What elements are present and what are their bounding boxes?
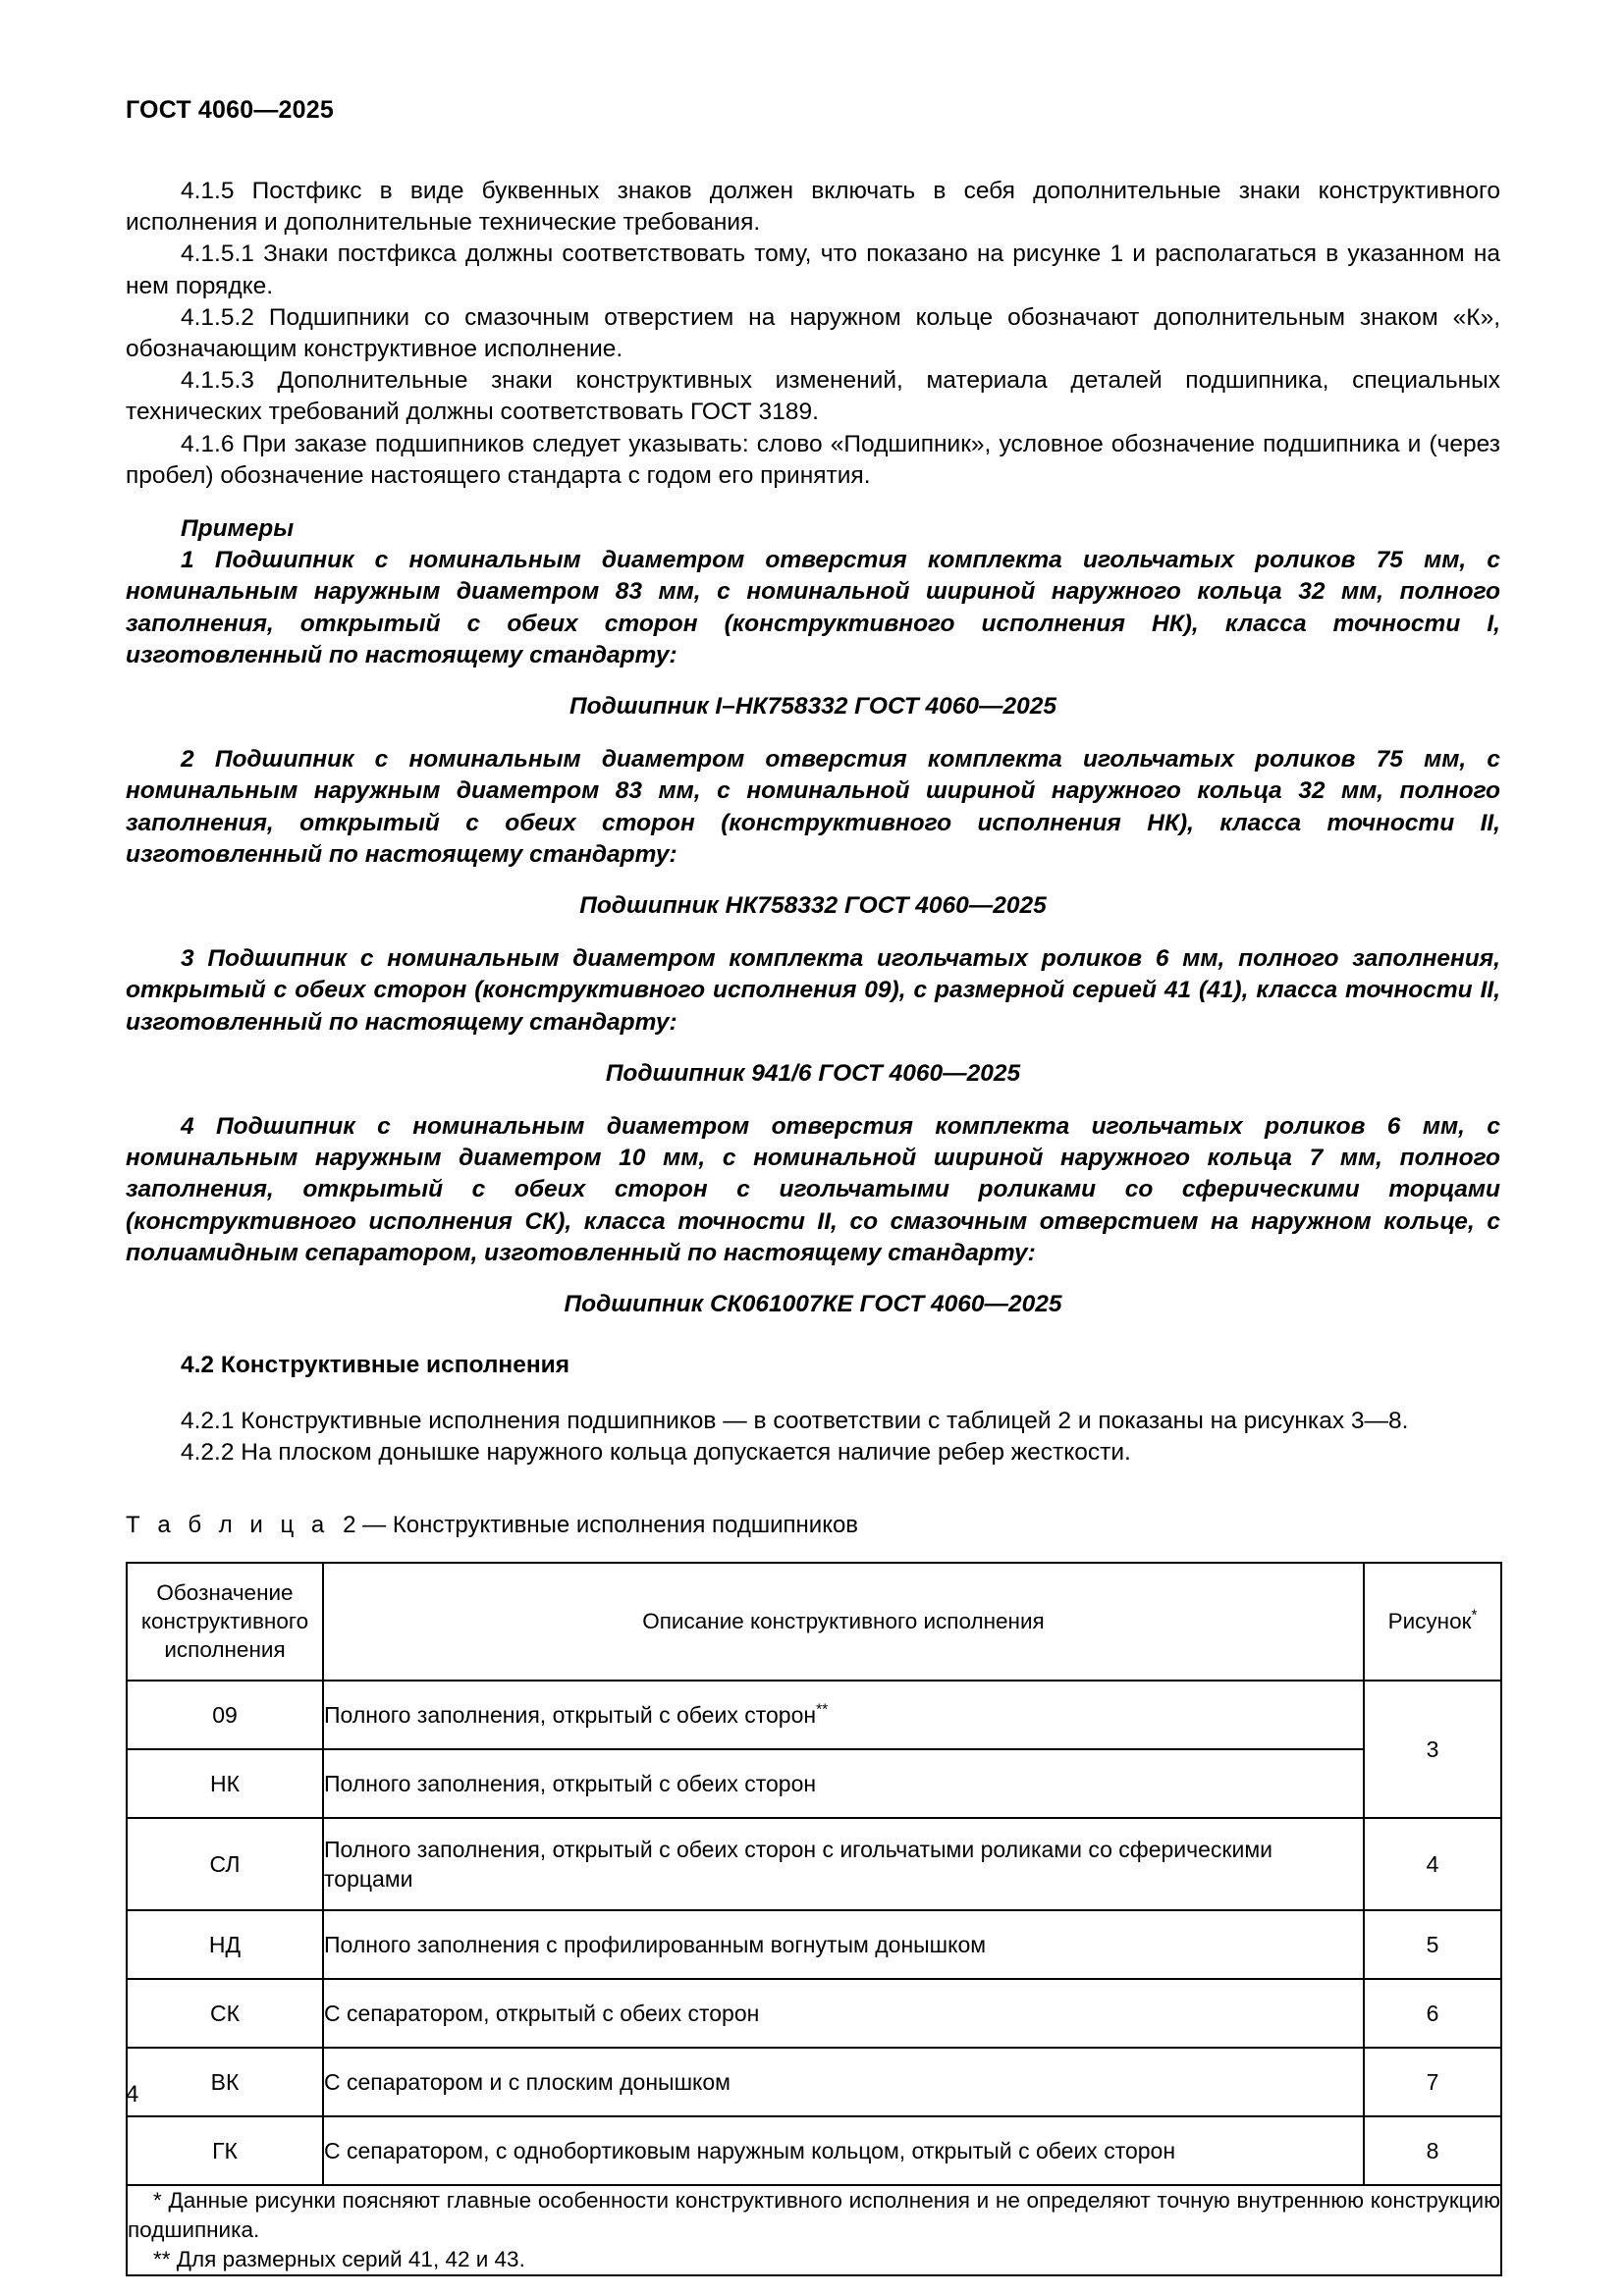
row-figure: 7 xyxy=(1364,2048,1501,2116)
row-figure: 3 xyxy=(1364,1681,1501,1818)
row-code: НД xyxy=(127,1910,323,1979)
section-heading-4-2: 4.2 Конструктивные исполнения xyxy=(181,1352,569,1379)
table-caption-text: Конструктивные исполнения подшипников xyxy=(392,1511,859,1538)
table-header-description: Описание конструктивного исполнения xyxy=(323,1563,1364,1681)
page-number: 4 xyxy=(126,2081,139,2108)
table-row xyxy=(127,1818,1501,1910)
paragraph-4-1-5-2: 4.1.5.2 Подшипники со смазочным отверстием на наружном кольце обозначают дополнительным знаком «К», обозначающим конструктивное исполнение. xyxy=(126,303,1500,363)
row-code: СЛ xyxy=(127,1818,323,1910)
row-description-text: Полного заполнения, открытый с обеих сторон xyxy=(324,1702,817,1729)
document-header: ГОСТ 4060—2025 xyxy=(126,96,334,124)
example-3-text: 3 Подшипник с номинальным диаметром комплекта игольчатых роликов 6 мм, полного заполнения, открытый с обеих сторон (конструктивного исполнения 09), с размерной серией 41 (41), класса точности II, изготовленный по настоящему стандарту: xyxy=(126,945,1500,1036)
table-header-figure xyxy=(1364,1563,1501,1681)
table-header-code: Обозначение конструктивного исполнения xyxy=(127,1563,323,1681)
table-row xyxy=(127,1749,1501,1818)
footnote-marker-double-asterisk: ** xyxy=(816,1701,829,1719)
table-caption-number: 2 xyxy=(343,1511,356,1538)
row-description: С сепаратором, с однобортиковым наружным кольцом, открытый с обеих сторон xyxy=(323,2116,1364,2185)
paragraph-4-2-2: 4.2.2 На плоском донышке наружного кольца допускается наличие ребер жесткости. xyxy=(181,1438,1131,1466)
table-notes-row xyxy=(127,2185,1501,2274)
paragraph-4-1-5-1: 4.1.5.1 Знаки постфикса должны соответствовать тому, что показано на рисунке 1 и располагаться в указанном на нем порядке. xyxy=(126,240,1500,299)
table-caption-dash: — xyxy=(362,1511,387,1538)
row-code: НК xyxy=(127,1749,323,1818)
table-header-figure-label: Рисунок xyxy=(1387,1609,1472,1634)
page-content xyxy=(126,96,1500,2276)
row-code: 09 xyxy=(127,1681,323,1749)
row-figure: 6 xyxy=(1364,1979,1501,2048)
table-row xyxy=(127,2048,1501,2116)
table-row xyxy=(127,1681,1501,1749)
row-description: С сепаратором, открытый с обеих сторон xyxy=(323,1979,1364,2048)
table-body xyxy=(127,1681,1501,2274)
table-note-1: * Данные рисунки поясняют главные особенности конструктивного исполнения и не определяют точную внутреннюю конструкцию подшипника. xyxy=(128,2188,1500,2243)
table-2-caption xyxy=(126,1510,1500,1541)
row-description: Полного заполнения, открытый с обеих сторон с игольчатыми роликами со сферическими торцами xyxy=(323,1818,1364,1910)
example-4-text: 4 Подшипник с номинальным диаметром отверстия комплекта игольчатых роликов 6 мм, с номинальным наружным диаметром 10 мм, с номинальной шириной наружного кольца 7 мм, полного заполнения, открытый с обеих сторон с игольчатыми роликами со сферическими торцами (конструктивного исполнения СК), класса точности II, со смазочным отверстием на наружном кольце, с полиамидным сепаратором, изготовленный по настоящему стандарту: xyxy=(126,1113,1500,1266)
paragraph-4-2-1: 4.2.1 Конструктивные исполнения подшипников — в соответствии с таблицей 2 и показаны на рисунках 3—8. xyxy=(181,1407,1409,1434)
row-description: Полного заполнения, открытый с обеих сторон xyxy=(323,1749,1364,1818)
row-description xyxy=(323,1681,1364,1749)
example-2-designation: Подшипник НК758332 ГОСТ 4060—2025 xyxy=(579,892,1047,920)
example-2-text: 2 Подшипник с номинальным диаметром отверстия комплекта игольчатых роликов 75 мм, с номинальным наружным диаметром 83 мм, с номинальной шириной наружного кольца 32 мм, полного заполнения, открытый с обеих сторон (конструктивного исполнения НК), класса точности II, изготовленный по настоящему стандарту: xyxy=(126,746,1500,868)
constructive-designs-table xyxy=(126,1562,1502,2275)
row-figure: 4 xyxy=(1364,1818,1501,1910)
table-row xyxy=(127,2116,1501,2185)
row-description: С сепаратором и с плоским донышком xyxy=(323,2048,1364,2116)
table-caption-label: Т а б л и ц а xyxy=(126,1511,330,1538)
example-3-designation: Подшипник 941/6 ГОСТ 4060—2025 xyxy=(605,1059,1021,1087)
row-code: СК xyxy=(127,1979,323,2048)
example-1-designation: Подшипник I–НК758332 ГОСТ 4060—2025 xyxy=(569,693,1056,721)
example-4-designation: Подшипник СК061007КЕ ГОСТ 4060—2025 xyxy=(564,1291,1062,1318)
table-note-2: ** Для размерных серий 41, 42 и 43. xyxy=(153,2246,525,2271)
examples-title: Примеры xyxy=(181,515,295,543)
paragraph-4-1-5-3: 4.1.5.3 Дополнительные знаки конструктивных изменений, материала деталей подшипника, специальных технических требований должны соответствовать ГОСТ 3189. xyxy=(126,367,1500,426)
example-1-text: 1 Подшипник с номинальным диаметром отверстия комплекта игольчатых роликов 75 мм, с номинальным наружным диаметром 83 мм, с номинальной шириной наружного кольца 32 мм, полного заполнения, открытый с обеих сторон (конструктивного исполнения НК), класса точности I, изготовленный по настоящему стандарту: xyxy=(126,547,1500,668)
row-figure: 5 xyxy=(1364,1910,1501,1979)
table-notes-cell xyxy=(127,2185,1501,2274)
row-code: ВК xyxy=(127,2048,323,2116)
row-code: ГК xyxy=(127,2116,323,2185)
table-row xyxy=(127,1979,1501,2048)
paragraph-4-1-5: 4.1.5 Постфикс в виде буквенных знаков должен включать в себя дополнительные знаки конструктивного исполнения и дополнительные технические требования. xyxy=(126,178,1500,237)
footnote-marker-asterisk: * xyxy=(1471,1607,1478,1625)
table-row xyxy=(127,1910,1501,1979)
paragraph-4-1-6: 4.1.6 При заказе подшипников следует указывать: слово «Подшипник», условное обозначение подшипника и (через пробел) обозначение настоящего стандарта с годом его принятия. xyxy=(126,430,1500,489)
row-figure: 8 xyxy=(1364,2116,1501,2185)
row-description: Полного заполнения с профилированным вогнутым донышком xyxy=(323,1910,1364,1979)
table-head xyxy=(127,1563,1501,1681)
table-header-row xyxy=(127,1563,1501,1681)
